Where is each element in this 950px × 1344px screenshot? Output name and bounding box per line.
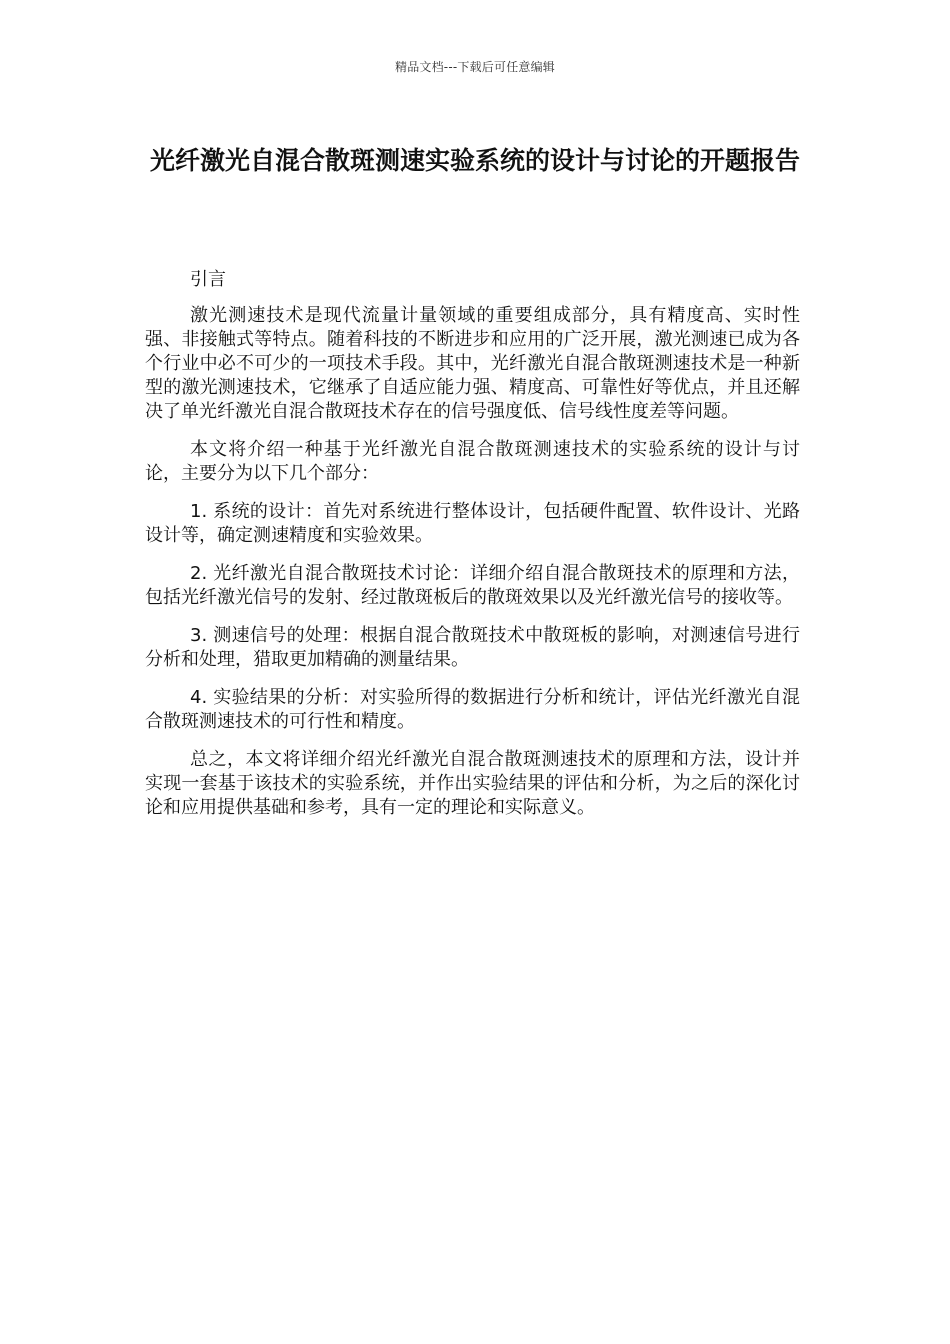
document-title: 光纤激光自混合散斑测速实验系统的设计与讨论的开题报告 xyxy=(149,146,800,175)
list-item: 3. 测速信号的处理：根据自混合散斑技术中散斑板的影响，对测速信号进行分析和处理，猎取更加精确的测量结果。 xyxy=(145,625,800,670)
paragraph: 激光测速技术是现代流量计量领域的重要组成部分，具有精度高、实时性强、非接触式等特点。随着科技的不断进步和应用的广泛开展，激光测速已成为各个行业中必不可少的一项技术手段。其中，光纤激光自混合散斑测速技术是一种新型的激光测速技术，它继承了自适应能力强、精度高、可靠性好等优点，并且还解决了单光纤激光自混合散斑技术存在的信号强度低、信号线性度差等问题。 xyxy=(145,305,800,422)
page-header: 精品文档---下载后可任意编辑 xyxy=(395,60,555,74)
document-body xyxy=(145,268,800,834)
list-item: 2. 光纤激光自混合散斑技术讨论：详细介绍自混合散斑技术的原理和方法，包括光纤激光信号的发射、经过散斑板后的散斑效果以及光纤激光信号的接收等。 xyxy=(145,563,800,608)
paragraph: 本文将介绍一种基于光纤激光自混合散斑测速技术的实验系统的设计与讨论，主要分为以下几个部分： xyxy=(145,439,800,484)
list-item: 4. 实验结果的分析：对实验所得的数据进行分析和统计，评估光纤激光自混合散斑测速技术的可行性和精度。 xyxy=(145,687,800,732)
list-item: 1. 系统的设计：首先对系统进行整体设计，包括硬件配置、软件设计、光路设计等，确定测速精度和实验效果。 xyxy=(145,501,800,546)
paragraph: 总之，本文将详细介绍光纤激光自混合散斑测速技术的原理和方法，设计并实现一套基于该技术的实验系统，并作出实验结果的评估和分析，为之后的深化讨论和应用提供基础和参考，具有一定的理论和实际意义。 xyxy=(145,749,800,818)
section-heading-intro: 引言 xyxy=(190,269,226,290)
